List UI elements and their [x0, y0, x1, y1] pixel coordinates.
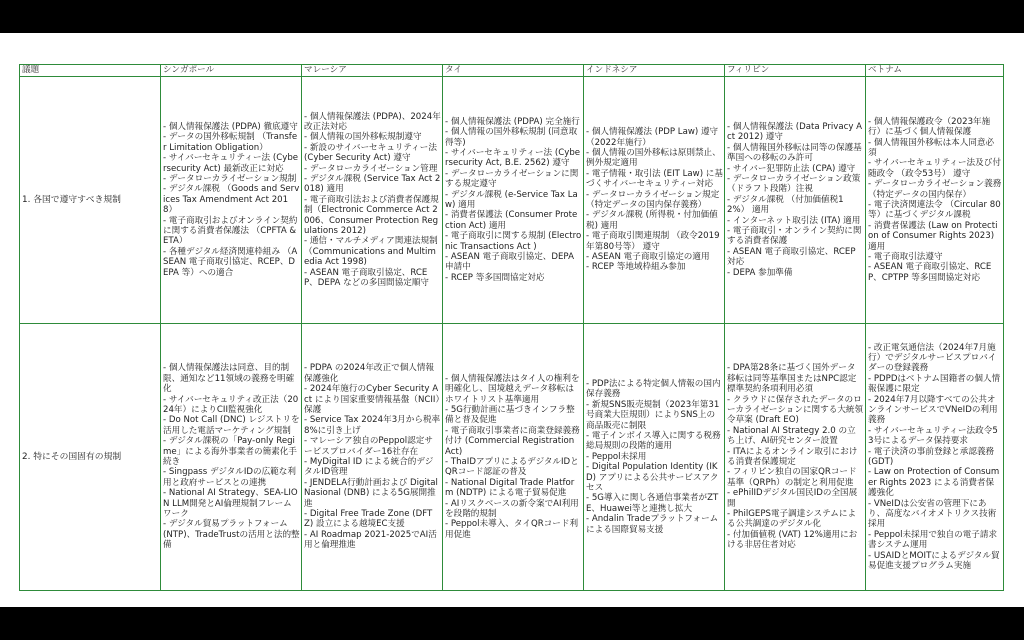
- table-row: [20, 324, 1004, 591]
- header-indonesia: インドネシア: [584, 65, 725, 77]
- row-label: 2. 特にその国固有の規制: [20, 324, 161, 591]
- header-philippines: フィリピン: [725, 65, 866, 77]
- cell-philippines: - 個人情報保護法 (Data Privacy Act 2012) 遵守 - 個人情報国外移転は同等の保護基準国への移転のみ許可 - サイバー犯罪防止法 (CPA) 遵守 - データローカライゼーション政策（ドラフト段階）注視 - デジタル課税 （付加価値税12%） 適用 - インターネット取引法 (ITA) 適用 - 電子商取引・オンライン契約に関する消費者保護 - ASEAN 電子商取引協定、RCEP 対応 - DEPA 参加準備: [725, 77, 866, 324]
- cell-malaysia: - 個人情報保護法 (PDPA)、2024年改正法対応 - 個人情報の国外移転規制遵守 - 新設のサイバーセキュリティー法 (Cyber Security Act) 遵守 - データローカライゼーション管理 - デジタル課税 (Service Tax Act 2018) 適用 - 電子商取引法および消費者保護規制（Electronic Commerce Act 2006、Consumer Protection Regulations 2012) - 通信・マルチメディア関連法規制（Communications and Multimedia Act 1998) - ASEAN 電子商取引協定、RCEP、DEPA などの多国間協定順守: [302, 77, 443, 324]
- header-topic: 議題: [20, 65, 161, 77]
- cell-indonesia: - PDP法による特定個人情報の国内保存義務 - 新規SNS販売規制（2023年第31号商業大臣規則）によりSNS上の商品販売に制限 - 電子インボイス導入に関する税務総局規則の段階的適用 - Peppol未採用 - Digital Population Identity (IKD) アプリによる公共サービスアクセス - 5G導入に関し各通信事業者がZTE、Huawei等と連携し拡大 - Andalin Tradeプラットフォームによる国際貿易支援: [584, 324, 725, 591]
- cell-indonesia: - 個人情報保護法 (PDP Law) 遵守 （2022年施行） - 個人情報の国外移転は原則禁止、例外規定適用 - 電子情報・取引法 (EIT Law) に基づくサイバーセキュリティー対応 - データローカライゼーション規定（特定データの国内保存義務） - デジタル課税 (所得税・付加価値税) 適用 - 電子商取引関連規制 （政令2019年第80号等） 遵守 - ASEAN 電子商取引協定の適用 - RCEP 等地域枠組み参加: [584, 77, 725, 324]
- cell-thailand: - 個人情報保護法 (PDPA) 完全施行 - 個人情報の国外移転規制 (同意取得等) - サイバーセキュリティー法 (Cybersecurity Act, B.E. 2562) 遵守 - データローカライゼーションに関する規定遵守 - デジタル課税 (e-Service Tax Law) 適用 - 消費者保護法 (Consumer Protection Act) 適用 - 電子商取引に関する規制 (Electronic Transactions Act ) - ASEAN 電子商取引協定、DEPA 申請中 - RCEP 等多国間協定対応: [443, 77, 584, 324]
- slide: [0, 33, 1024, 607]
- cell-thailand: - 個人情報保護法はタイ人の権利を明確化し、国境越えデータ移転はホワイトリスト基準適用 - 5G行動計画に基づきインフラ整備と普及促進 - 電子商取引事業者に商業登録義務付け (Commercial Registration Act) - ThaIDアプリによるデジタルIDとQRコード認証の普及 - National Digital Trade Platform (NDTP) による電子貿易促進 - AIリスクベースの新令案でAI利用を段階的規制 - Peppol未導入、タイQRコード利用促進: [443, 324, 584, 591]
- cell-philippines: - DPA第28条に基づく国外データ移転は同等基準国またはNPC認定標準契約条項利用必須 - クラウドに保存されたデータのローカライゼーションに関する大統領令草案 (Draft EO) - National AI Strategy 2.0 の立ち上げ、AI研究センター設置 - ITAによるオンライン取引における消費者保護規定 - フィリピン独自の国家QRコード基準（QRPh）の制定と利用促進 - ePhilIDデジタル国民IDの全国展開 - PhilGEPS電子調達システムによる公共調達のデジタル化 - 付加価値税 (VAT) 12%適用における非居住者対応: [725, 324, 866, 591]
- header-row: [20, 65, 1004, 77]
- row-label: 1. 各国で遵守すべき規制: [20, 77, 161, 324]
- cell-vietnam: - 個人情報保護政令（2023年施行）に基づく個人情報保護 - 個人情報国外移転は本人同意必須 - サイバーセキュリティー法及び付随政令 （政令53号） 遵守 - データローカライゼーション義務（特定データの国内保存） - 電子決済関連法令 （Circular 80等）に基づくデジタル課税 - 消費者保護法 (Law on Protection of Consumer Rights 2023) 適用 - 電子商取引法遵守 - ASEAN 電子商取引協定、RCEP、CPTPP 等多国間協定対応: [866, 77, 1004, 324]
- cell-singapore: - 個人情報保護法は同意、目的制限、通知など11領域の義務を明確化 - サイバーセキュリティ改正法（2024年）によりCII監視強化 - Do Not Call (DNC) レジストリを活用した電話マーケティング規制 - デジタル課税の「Pay-only Regime」による海外事業者の簡素化手続き - Singpass デジタルIDの広範な利用と政府サービスとの連携 - National AI Strategy、SEA-LION LLM開発とAI倫理規制フレームワーク - デジタル貿易プラットフォーム (NTP)、TradeTrustの活用と法的整備: [161, 324, 302, 591]
- header-singapore: シンガポール: [161, 65, 302, 77]
- cell-singapore: - 個人情報保護法 (PDPA) 徹底遵守 - データの国外移転規制 （Transfer Limitation Obligation） - サイバーセキュリティー法 (Cybersecurity Act) 最新改正に対応 - データローカライゼーション規制 - デジタル課税 （Goods and Services Tax Amendment Act 2018） - 電子商取引およびオンライン契約に関する消費者保護法 （CPFTA & ETA） - 各種デジタル経済関連枠組み （ASEAN 電子商取引協定、RCEP、DEPA 等）への適合: [161, 77, 302, 324]
- cell-malaysia: - PDPA の2024年改正で個人情報保護強化 - 2024年施行のCyber Security Act により国家重要情報基盤（NCII）保護 - Service Tax 2024年3月から税率8%に引き上げ - マレーシア独自のPeppol認定サービスプロバイダー16社存在 - MyDigital ID による統合的デジタルID管理 - JENDELA行動計画および Digital Nasional (DNB) による5G展開推進 - Digital Free Trade Zone (DFTZ) 設立による越境EC支援 - AI Roadmap 2021-2025でAI活用と倫理推進: [302, 324, 443, 591]
- regulation-table: [19, 64, 1004, 591]
- table-row: [20, 77, 1004, 324]
- header-vietnam: ベトナム: [866, 65, 1004, 77]
- header-malaysia: マレーシア: [302, 65, 443, 77]
- header-thailand: タイ: [443, 65, 584, 77]
- cell-vietnam: - 改正電気通信法（2024年7月施行）でデジタルサービスプロバイダーの登録義務 - PDPDはベトナム国籍者の個人情報保護に限定 - 2024年7月以降すべての公共オンラインサービスでVNeIDの利用義務 - サイバーセキュリティー法政令53号によるデータ保持要求 - 電子決済の事前登録と承認義務 (GDT) - Law on Protection of Consumer Rights 2023 による消費者保護強化 - VNeIDは公安省の管理下にあり、高度なバイオメトリクス技術採用 - Peppol未採用で独自の電子請求書システム運用 - USAIDとMOITによるデジタル貿易促進支援プログラム実施: [866, 324, 1004, 591]
